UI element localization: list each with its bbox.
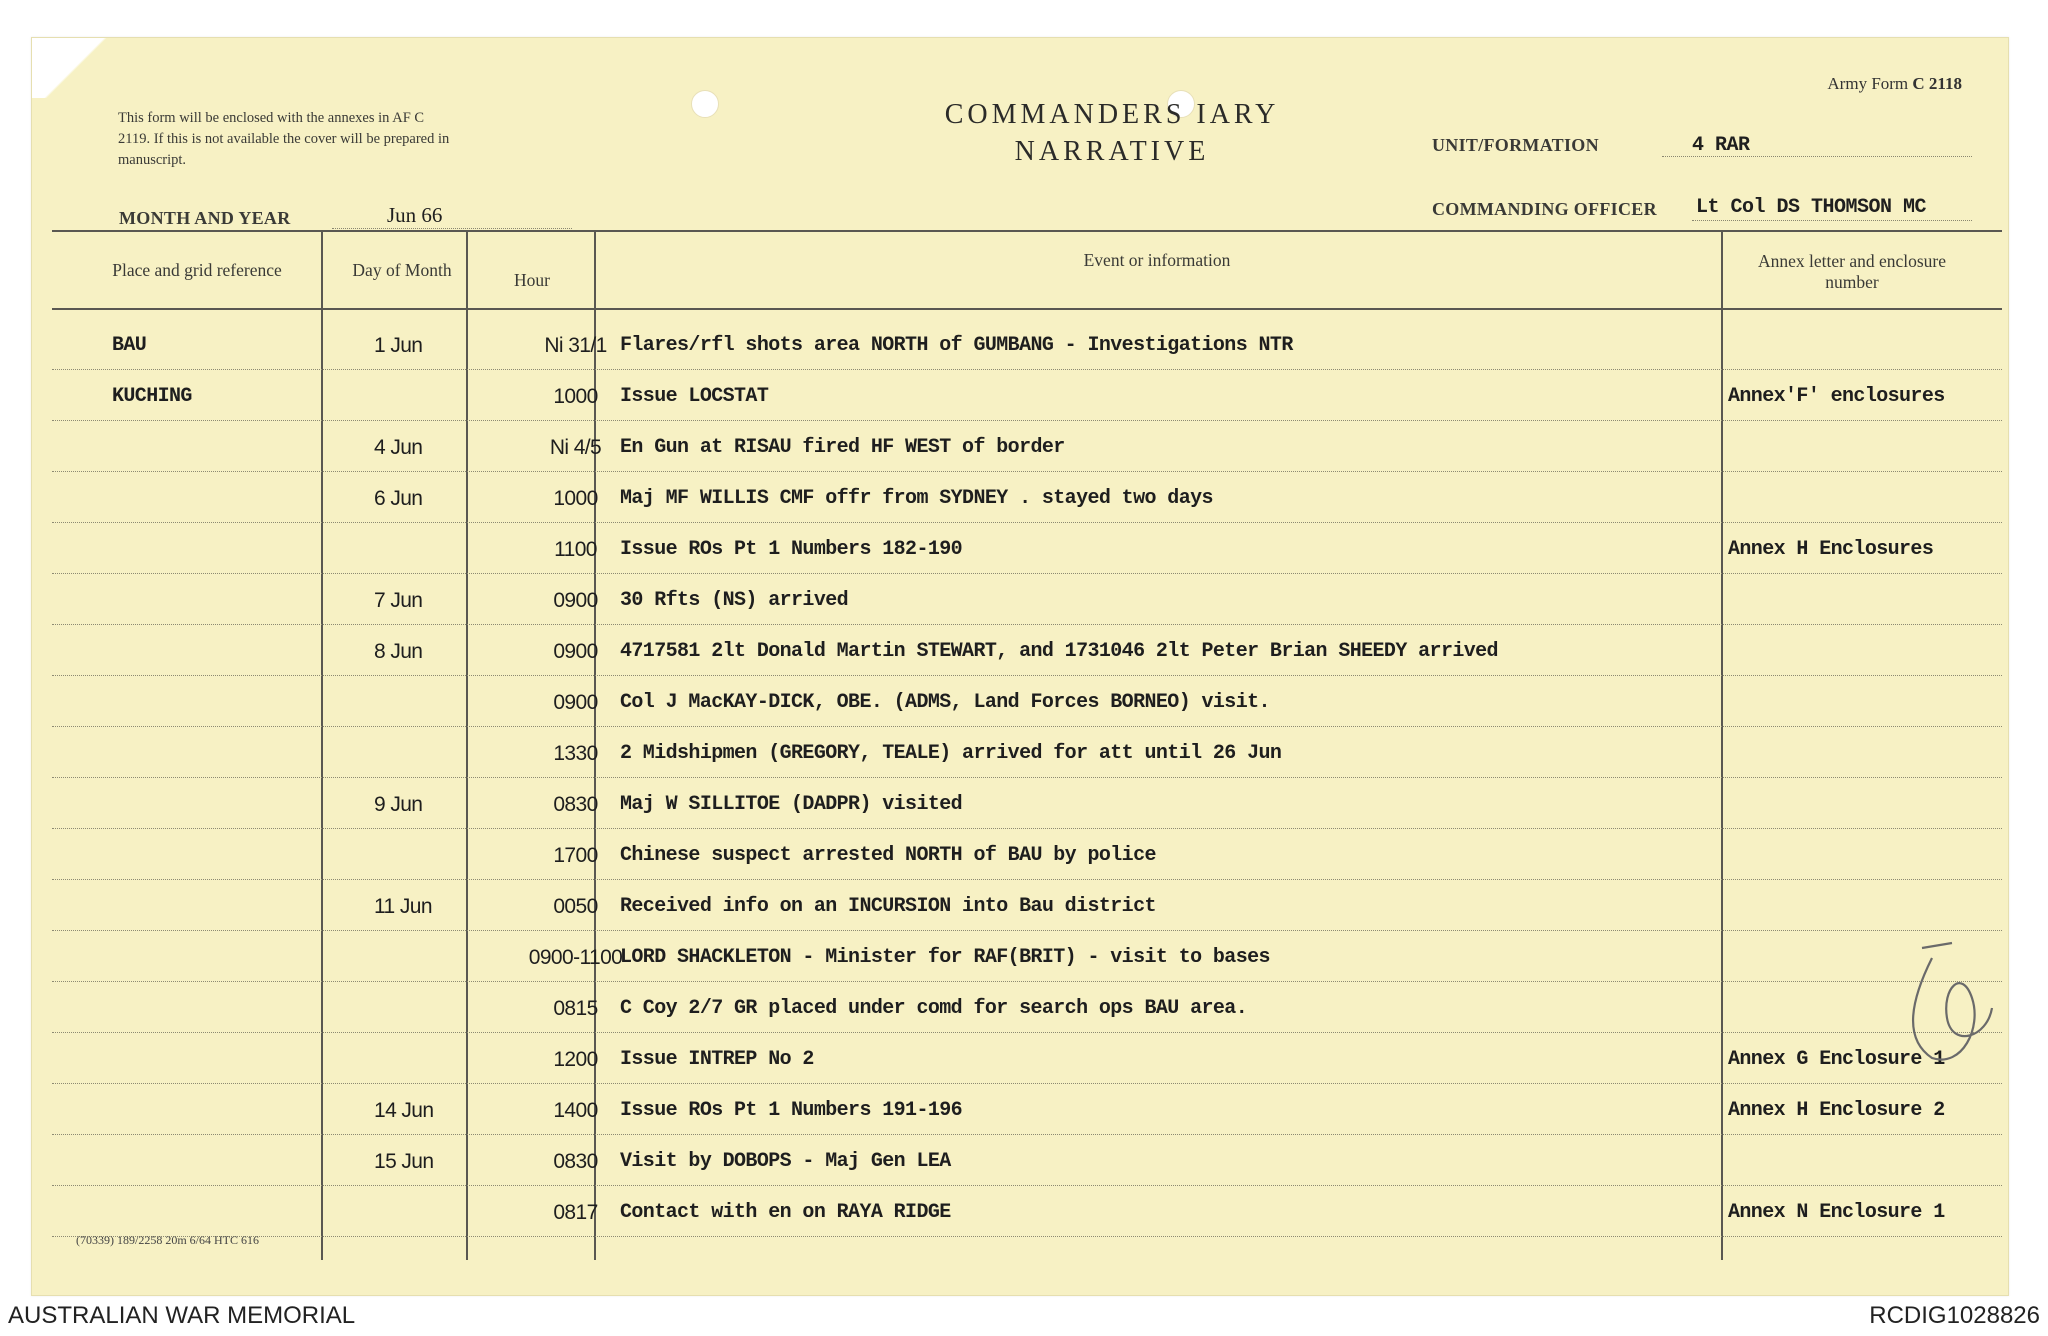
row-dotted-rule <box>52 879 2002 880</box>
row-dotted-rule <box>52 777 2002 778</box>
day-cell: 8 Jun <box>374 640 423 663</box>
hour-cell: 0900 <box>553 691 598 714</box>
form-title <box>832 96 1392 170</box>
hour-cell: 0830 <box>553 793 598 816</box>
row-dotted-rule <box>52 1083 2002 1084</box>
event-cell: Maj MF WILLIS CMF offr from SYDNEY . stayed two days <box>620 487 1213 510</box>
event-cell: Maj W SILLITOE (DADPR) visited <box>620 793 963 816</box>
day-cell: 15 Jun <box>374 1150 434 1173</box>
day-cell: 11 Jun <box>374 895 432 918</box>
diary-row <box>52 830 2002 880</box>
event-cell: Flares/rfl shots area NORTH of GUMBANG - Investigations NTR <box>620 334 1293 357</box>
row-dotted-rule <box>52 726 2002 727</box>
row-dotted-rule <box>52 522 2002 523</box>
day-cell: 1 Jun <box>374 334 423 357</box>
day-cell: 6 Jun <box>374 487 423 510</box>
event-cell: LORD SHACKLETON - Minister for RAF(BRIT) - visit to bases <box>620 946 1270 969</box>
row-dotted-rule <box>52 930 2002 931</box>
army-form-code: C 2118 <box>1912 74 1962 93</box>
diary-row <box>52 1034 2002 1084</box>
event-cell: Received info on an INCURSION into Bau district <box>620 895 1156 918</box>
month-dotted-line <box>332 228 572 229</box>
event-cell: Issue LOCSTAT <box>620 385 769 408</box>
diary-row <box>52 626 2002 676</box>
event-cell: Chinese suspect arrested NORTH of BAU by police <box>620 844 1156 867</box>
row-dotted-rule <box>52 1185 2002 1186</box>
hour-cell: 0830 <box>553 1150 598 1173</box>
event-cell: Col J MacKAY-DICK, OBE. (ADMS, Land Forces BORNEO) visit. <box>620 691 1270 714</box>
row-dotted-rule <box>52 1032 2002 1033</box>
hour-cell: 0900 <box>553 640 598 663</box>
day-cell: 14 Jun <box>374 1099 434 1122</box>
punch-hole-left <box>691 90 719 118</box>
hour-cell: 0050 <box>553 895 598 918</box>
print-code: (70339) 189/2258 20m 6/64 HTC 616 <box>76 1233 259 1247</box>
col-header-event: Event or information <box>1083 250 1231 270</box>
hour-cell: 1700 <box>553 844 598 867</box>
event-cell: Issue ROs Pt 1 Numbers 182-190 <box>620 538 963 561</box>
event-cell: Visit by DOBOPS - Maj Gen LEA <box>620 1150 951 1173</box>
hour-cell: 1330 <box>553 742 598 765</box>
table-top-rule <box>52 230 2002 232</box>
day-cell: 4 Jun <box>374 436 423 459</box>
hour-cell: Ni 31/1 <box>544 334 607 357</box>
hour-cell: 1000 <box>553 487 598 510</box>
table-header-rule <box>52 308 2002 310</box>
army-form-number <box>1827 74 1962 94</box>
commanding-officer-value: Lt Col DS THOMSON MC <box>1696 196 1927 219</box>
row-dotted-rule <box>52 471 2002 472</box>
diary-form-page <box>31 37 2009 1296</box>
diary-row <box>52 779 2002 829</box>
event-cell: 30 Rfts (NS) arrived <box>620 589 849 612</box>
diary-row <box>52 881 2002 931</box>
handwritten-initials <box>1892 938 2009 1078</box>
hour-cell: 0900 <box>553 589 598 612</box>
footer-source: AUSTRALIAN WAR MEMORIAL <box>8 1302 356 1329</box>
event-cell: Issue INTREP No 2 <box>620 1048 814 1071</box>
event-cell: 2 Midshipmen (GREGORY, TEALE) arrived for att until 26 Jun <box>620 742 1282 765</box>
diary-row <box>52 1085 2002 1135</box>
hour-cell: 1100 <box>554 538 597 561</box>
row-dotted-rule <box>52 420 2002 421</box>
col-header-day: Day of Month <box>352 260 452 280</box>
diary-row <box>52 371 2002 421</box>
row-dotted-rule <box>52 981 2002 982</box>
diary-row <box>52 575 2002 625</box>
unit-formation-label: UNIT/FORMATION <box>1432 135 1599 155</box>
annex-cell: Annex G Enclosure 1 <box>1728 1048 1945 1071</box>
month-year-label: MONTH AND YEAR <box>119 208 291 228</box>
event-cell: 4717581 2lt Donald Martin STEWART, and 1731046 2lt Peter Brian SHEEDY arrived <box>620 640 1498 663</box>
day-cell: 9 Jun <box>374 793 423 816</box>
title-line-2: NARRATIVE <box>1014 136 1210 167</box>
hour-cell: 1000 <box>553 385 598 408</box>
unit-formation-value: 4 RAR <box>1692 134 1750 157</box>
row-dotted-rule <box>52 573 2002 574</box>
place-cell: BAU <box>112 334 147 357</box>
co-dotted-line <box>1692 220 1972 221</box>
hour-cell: 1400 <box>553 1099 598 1122</box>
annex-cell: Annex'F' enclosures <box>1728 385 1945 408</box>
torn-corner <box>32 38 122 98</box>
col-header-hour: Hour <box>514 270 550 290</box>
diary-row <box>52 932 2002 982</box>
footer-record-id: RCDIG1028826 <box>1869 1302 2040 1329</box>
row-dotted-rule <box>52 828 2002 829</box>
hour-cell: 0817 <box>553 1201 598 1224</box>
row-dotted-rule <box>52 1134 2002 1135</box>
row-dotted-rule <box>52 1236 2002 1237</box>
diary-row <box>52 1187 2002 1237</box>
diary-row <box>52 728 2002 778</box>
day-cell: 7 Jun <box>374 589 423 612</box>
annex-cell: Annex N Enclosure 1 <box>1728 1201 1945 1224</box>
annex-cell: Annex H Enclosure 2 <box>1728 1099 1945 1122</box>
hour-cell: Ni 4/5 <box>549 436 602 459</box>
month-year-value: Jun 66 <box>387 203 443 227</box>
commanding-officer-label: COMMANDING OFFICER <box>1432 199 1657 219</box>
event-cell: C Coy 2/7 GR placed under comd for search ops BAU area. <box>620 997 1248 1020</box>
diary-row <box>52 524 2002 574</box>
hour-cell: 1200 <box>553 1048 598 1071</box>
army-form-label: Army Form <box>1827 74 1909 93</box>
event-cell: En Gun at RISAU fired HF WEST of border <box>620 436 1065 459</box>
row-dotted-rule <box>52 624 2002 625</box>
diary-row <box>52 320 2002 370</box>
row-dotted-rule <box>52 675 2002 676</box>
row-dotted-rule <box>52 369 2002 370</box>
col-header-annex: Annex letter and enclosure number <box>1757 251 1947 292</box>
event-cell: Contact with en on RAYA RIDGE <box>620 1201 951 1224</box>
diary-row <box>52 983 2002 1033</box>
diary-row <box>52 422 2002 472</box>
title-line-1: COMMANDERS IARY <box>944 99 1280 130</box>
annex-cell: Annex H Enclosures <box>1728 538 1934 561</box>
col-header-place: Place and grid reference <box>112 260 282 280</box>
hour-cell: 0815 <box>553 997 598 1020</box>
diary-row <box>52 473 2002 523</box>
diary-row <box>52 677 2002 727</box>
hour-cell: 0900-1100 <box>528 946 623 969</box>
form-instruction-note: This form will be enclosed with the annexes in AF C 2119. If this is not available the cover will be prepared in manuscript. <box>118 110 450 168</box>
diary-row <box>52 1136 2002 1186</box>
event-cell: Issue ROs Pt 1 Numbers 191-196 <box>620 1099 963 1122</box>
place-cell: KUCHING <box>112 385 192 408</box>
